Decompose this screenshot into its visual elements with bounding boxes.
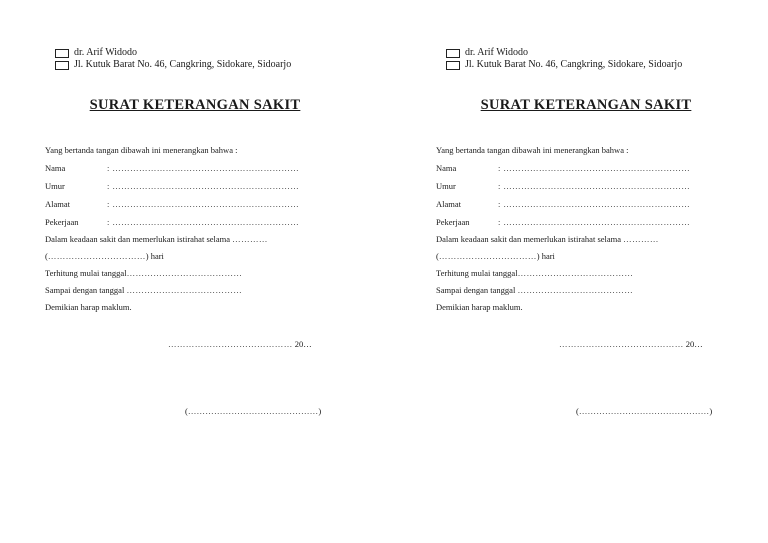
field-nama: [436, 161, 736, 173]
document-title: SURAT KETERANGAN SAKIT: [480, 97, 692, 113]
field-blank: : ………………………………………………………: [498, 217, 691, 227]
field-alamat: [45, 197, 345, 209]
start-date-line: Terhitung mulai tanggal…………………………………: [45, 268, 243, 278]
doctor-name: dr. Arif Widodo: [74, 47, 138, 58]
signature-line: (………………………………………): [576, 406, 713, 416]
doctor-name: dr. Arif Widodo: [465, 47, 529, 58]
date-line: …………………………………… 20…: [559, 339, 703, 349]
intro-text: Yang bertanda tangan dibawah ini menerangkan bahwa :: [45, 145, 238, 155]
document-title: SURAT KETERANGAN SAKIT: [89, 97, 301, 113]
checkbox-icon: [55, 61, 69, 70]
field-blank: : ………………………………………………………: [498, 199, 691, 209]
days-line: (……………………………) hari: [45, 251, 164, 261]
date-line: …………………………………… 20…: [168, 339, 312, 349]
letterhead: [55, 47, 355, 71]
field-blank: : ………………………………………………………: [107, 163, 300, 173]
doctor-address: Jl. Kutuk Barat No. 46, Cangkring, Sidokare, Sidoarjo: [465, 59, 683, 70]
checkbox-icon: [446, 49, 460, 58]
field-label: Alamat: [45, 199, 71, 209]
end-date-line: Sampai dengan tanggal …………………………………: [436, 285, 634, 295]
field-label: Nama: [436, 163, 457, 173]
doctor-address: Jl. Kutuk Barat No. 46, Cangkring, Sidokare, Sidoarjo: [74, 59, 292, 70]
field-label: Nama: [45, 163, 66, 173]
field-blank: : ………………………………………………………: [107, 181, 300, 191]
field-label: Umur: [436, 181, 456, 191]
checkbox-icon: [55, 49, 69, 58]
closing-text: Demikian harap maklum.: [436, 302, 523, 312]
field-label: Pekerjaan: [45, 217, 79, 227]
intro-text: Yang bertanda tangan dibawah ini menerangkan bahwa :: [436, 145, 629, 155]
field-label: Umur: [45, 181, 65, 191]
sick-letter-form-left: [45, 47, 345, 416]
field-blank: : ………………………………………………………: [107, 199, 300, 209]
signature-line: (………………………………………): [185, 406, 322, 416]
letterhead: [446, 47, 746, 71]
field-nama: [45, 161, 345, 173]
checkbox-icon: [446, 61, 460, 70]
field-blank: : ………………………………………………………: [498, 163, 691, 173]
end-date-line: Sampai dengan tanggal …………………………………: [45, 285, 243, 295]
field-pekerjaan: [45, 215, 345, 227]
field-umur: [45, 179, 345, 191]
sick-letter-form-right: [436, 47, 736, 416]
sick-rest-line: Dalam keadaan sakit dan memerlukan istirahat selama …………: [45, 234, 268, 244]
field-label: Alamat: [436, 199, 462, 209]
days-line: (……………………………) hari: [436, 251, 555, 261]
field-blank: : ………………………………………………………: [498, 181, 691, 191]
field-pekerjaan: [436, 215, 736, 227]
field-alamat: [436, 197, 736, 209]
closing-text: Demikian harap maklum.: [45, 302, 132, 312]
field-umur: [436, 179, 736, 191]
start-date-line: Terhitung mulai tanggal…………………………………: [436, 268, 634, 278]
field-blank: : ………………………………………………………: [107, 217, 300, 227]
sick-rest-line: Dalam keadaan sakit dan memerlukan istirahat selama …………: [436, 234, 659, 244]
field-label: Pekerjaan: [436, 217, 470, 227]
